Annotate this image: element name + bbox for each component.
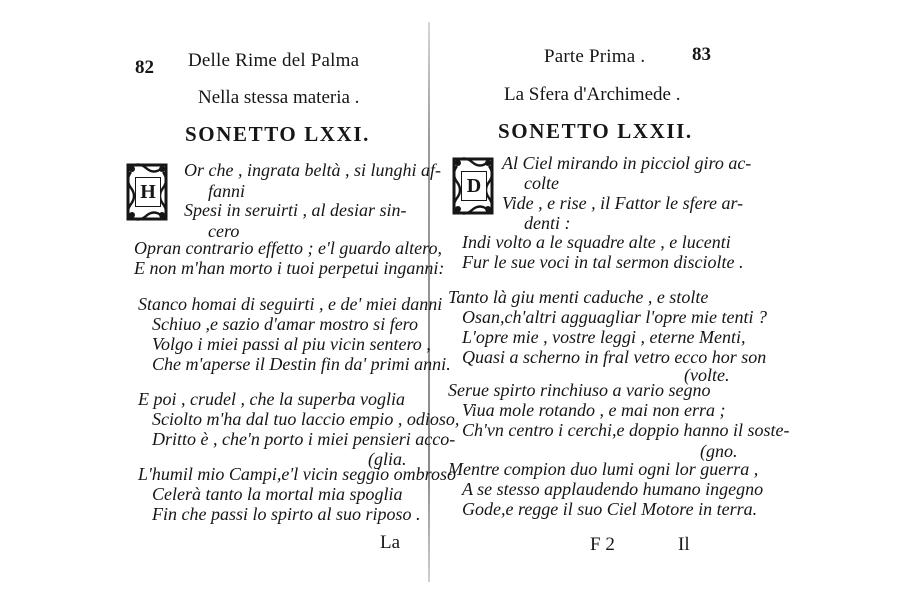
verse-line: Sciolto m'ha dal tuo laccio empio , odioso,: [152, 409, 460, 429]
verse-line: Or che , ingrata beltà , si lunghi af-: [184, 160, 441, 180]
verse-line: Fur le sue voci in tal sermon disciolte .: [462, 252, 744, 272]
verse-line: E poi , crudel , che la superba voglia: [138, 389, 405, 409]
verse-line: Quasi a scherno in fral vetro ecco hor son: [462, 347, 767, 367]
sonnet-title: SONETTO LXXII.: [498, 119, 693, 143]
verse-line: Al Ciel mirando in picciol giro ac-: [502, 153, 752, 173]
verse-line: Gode,e regge il suo Ciel Motore in terra.: [462, 499, 758, 519]
verse-line: Mentre compion duo lumi ogni lor guerra ,: [448, 459, 759, 479]
ornamental-initial: [124, 160, 170, 224]
catchword: Il: [678, 534, 690, 555]
verse-line: Vide , e rise , il Fattor le sfere ar-: [502, 193, 744, 213]
verse-line: Schiuo ,e sazio d'amar mostro si fero: [152, 314, 419, 334]
running-head: Parte Prima .: [544, 46, 646, 67]
verse-line: colte: [524, 173, 559, 193]
verse-line: L'opre mie , vostre leggi , eterne Menti,: [462, 327, 746, 347]
catchword: La: [380, 532, 401, 553]
verse-line: (gno.: [700, 441, 738, 461]
poem-subtitle: La Sfera d'Archimede .: [504, 84, 681, 105]
verse-line: Opran contrario effetto ; e'l guardo altero,: [134, 238, 442, 258]
ornamental-initial: [450, 154, 496, 218]
page-number: 82: [135, 57, 154, 78]
verse-line: Spesi in seruirti , al desiar sin-: [184, 200, 407, 220]
verse-line: L'humil mio Campi,e'l vicin seggio ombroso: [138, 464, 457, 484]
verse-line: Ch'vn centro i cerchi,e doppio hanno il soste-: [462, 420, 790, 440]
verse-line: Indi volto a le squadre alte , e lucenti: [462, 232, 731, 252]
verse-line: Che m'aperse il Destin fin da' primi anni.: [152, 354, 451, 374]
verse-line: Serue spirto rinchiuso a vario segno: [448, 380, 711, 400]
poem-subtitle: Nella stessa materia .: [198, 87, 360, 108]
verse-line: Viua mole rotando , e mai non erra ;: [462, 400, 726, 420]
verse-line: E non m'han morto i tuoi perpetui inganni:: [134, 258, 445, 278]
verse-line: Tanto là giu menti caduche , e stolte: [448, 287, 709, 307]
right-page: [432, 0, 900, 600]
initial-letter: H: [135, 177, 161, 207]
verse-line: fanni: [208, 181, 246, 201]
signature-mark: F 2: [590, 534, 615, 555]
verse-line: Stanco homai di seguirti , e de' miei danni: [138, 294, 443, 314]
initial-letter: D: [461, 171, 487, 201]
verse-line: Fin che passi lo spirto al suo riposo .: [152, 504, 421, 524]
verse-line: (volte.: [684, 365, 730, 385]
running-head: Delle Rime del Palma: [188, 50, 360, 71]
verse-line: Osan,ch'altri agguagliar l'opre mie tenti ?: [462, 307, 768, 327]
verse-line: (glia.: [368, 449, 407, 469]
sonnet-title: SONETTO LXXI.: [185, 122, 370, 146]
page-number: 83: [692, 44, 711, 65]
verse-line: cero: [208, 221, 240, 241]
verse-line: Celerà tanto la mortal mia spoglia: [152, 484, 403, 504]
verse-line: Volgo i miei passi al piu vicin sentero ,: [152, 334, 431, 354]
verse-line: denti :: [524, 213, 571, 233]
verse-line: Dritto è , che'n porto i miei pensieri acco-: [152, 429, 456, 449]
verse-line: A se stesso applaudendo humano ingegno: [462, 479, 764, 499]
